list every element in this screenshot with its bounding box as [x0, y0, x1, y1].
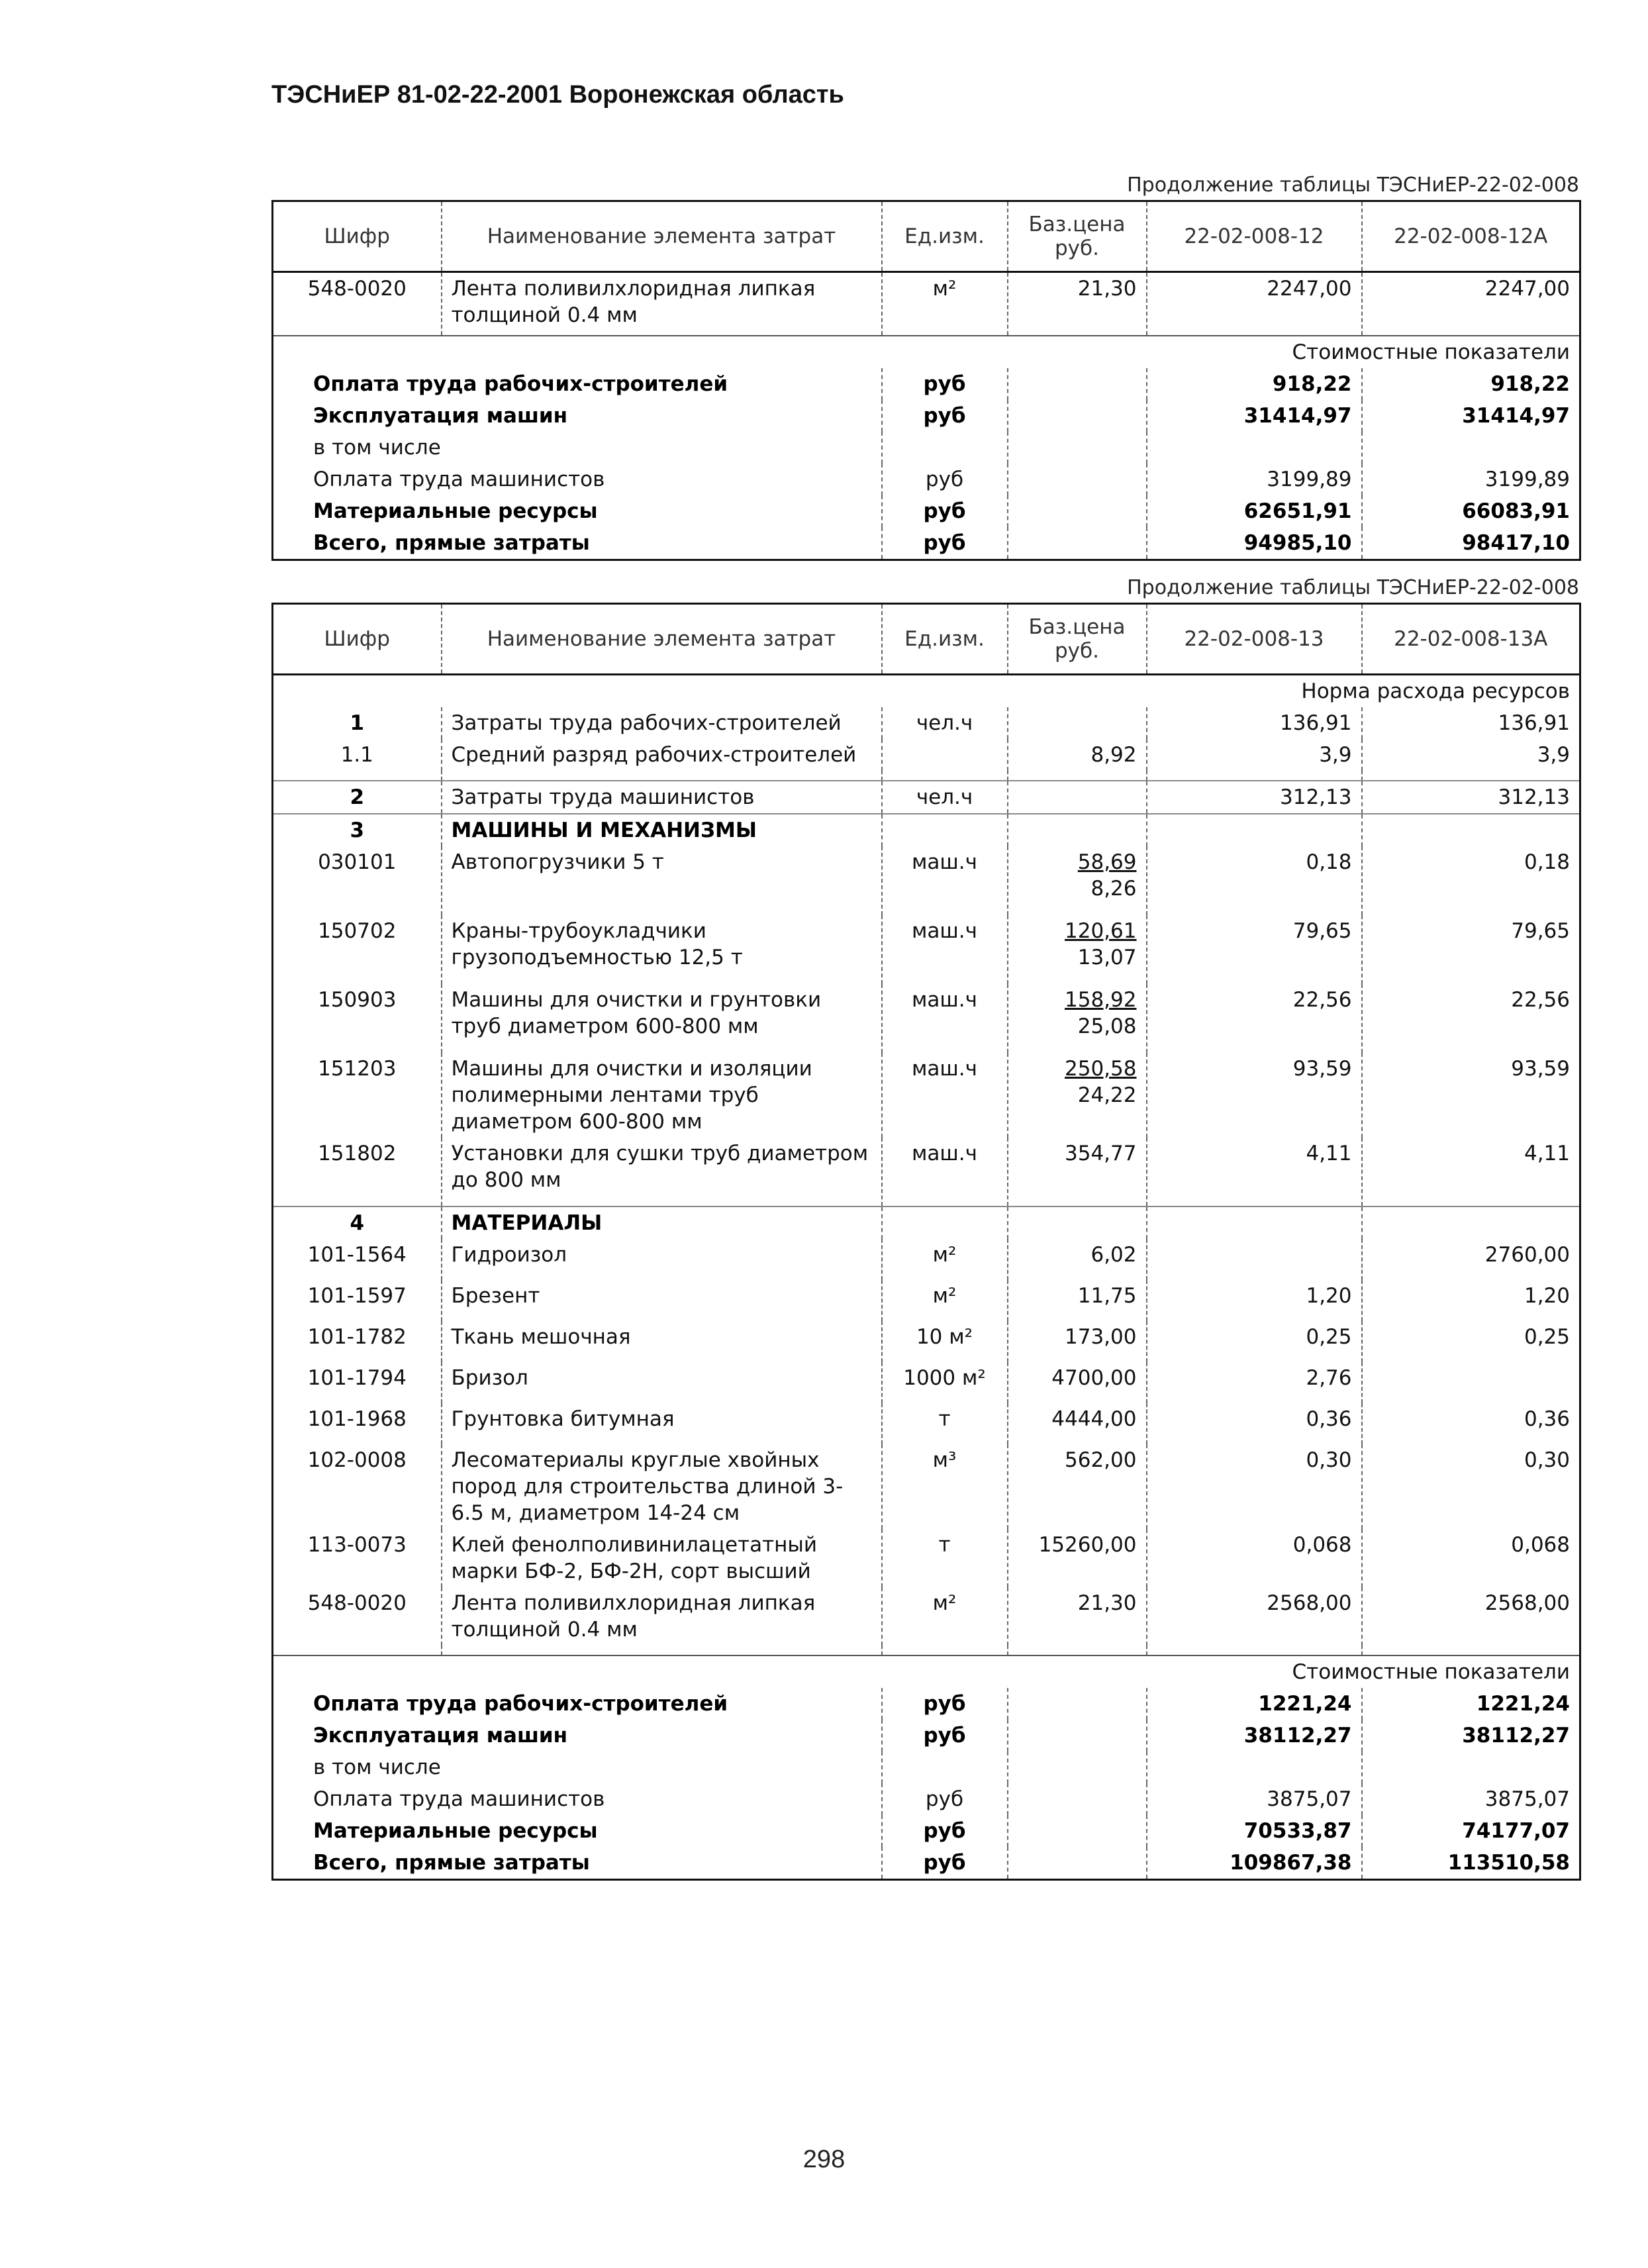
cost-value-b — [1362, 1751, 1580, 1783]
column-header-price: Баз.цена руб. — [1008, 201, 1147, 272]
cost-name: Оплата труда рабочих-строителей — [273, 1688, 882, 1720]
cell-code: 102-0008 — [273, 1444, 442, 1529]
cell-code: 101-1564 — [273, 1239, 442, 1280]
cell-unit: чел.ч — [882, 707, 1008, 739]
price-operator: 24,22 — [1077, 1083, 1137, 1107]
price-operator: 25,08 — [1077, 1014, 1137, 1038]
column-header-norm-b: 22-02-008-13А — [1362, 604, 1580, 675]
table-2-container — [271, 576, 1579, 1881]
cost-row — [273, 368, 1580, 400]
cell-code: 150702 — [273, 915, 442, 984]
cell-value-b: 93,59 — [1362, 1053, 1580, 1138]
cost-unit: руб — [882, 1688, 1008, 1720]
cost-name: Эксплуатация машин — [273, 1720, 882, 1751]
cell-value-b: 312,13 — [1362, 781, 1580, 814]
price-main: 250,58 — [1065, 1057, 1137, 1081]
cost-name: Оплата труда машинистов — [273, 1783, 882, 1815]
table-row — [273, 1321, 1580, 1362]
cell-unit: маш.ч — [882, 984, 1008, 1053]
cell-code: 113-0073 — [273, 1529, 442, 1587]
column-header-unit: Ед.изм. — [882, 604, 1008, 675]
cost-value-b: 1221,24 — [1362, 1688, 1580, 1720]
cell-code: 030101 — [273, 846, 442, 915]
cost-name: в том числе — [273, 1751, 882, 1783]
cost-row — [273, 1847, 1580, 1880]
cost-value-a: 62651,91 — [1147, 495, 1362, 527]
cell-name: Автопогрузчики 5 т — [442, 846, 882, 915]
column-header-norm-a: 22-02-008-13 — [1147, 604, 1362, 675]
column-header-name: Наименование элемента затрат — [442, 604, 882, 675]
cell-name: Лента поливилхлоридная липкая толщиной 0.4 мм — [442, 272, 882, 336]
cost-empty — [1008, 495, 1147, 527]
cell-price — [1008, 1053, 1147, 1138]
cell-value-b: 4,11 — [1362, 1138, 1580, 1207]
cost-value-a: 1221,24 — [1147, 1688, 1362, 1720]
table-2-labor — [273, 707, 1580, 814]
cell-unit: чел.ч — [882, 781, 1008, 814]
cell-name: Установки для сушки труб диаметром до 800 мм — [442, 1138, 882, 1207]
cell-value-a: 312,13 — [1147, 781, 1362, 814]
cell-value-a: 2,76 — [1147, 1362, 1362, 1403]
price-operator: 13,07 — [1077, 946, 1137, 969]
cell-price — [1008, 984, 1147, 1053]
cell-name: Грунтовка битумная — [442, 1403, 882, 1444]
column-header-unit: Ед.изм. — [882, 201, 1008, 272]
table-row — [273, 1403, 1580, 1444]
table-row — [273, 1362, 1580, 1403]
cost-table-1 — [271, 200, 1581, 561]
cell-price — [1008, 846, 1147, 915]
table-row — [273, 984, 1580, 1053]
section-title-machines: МАШИНЫ И МЕХАНИЗМЫ — [442, 814, 882, 846]
cell-value-a — [1147, 1239, 1362, 1280]
cell-value-b: 3,9 — [1362, 739, 1580, 771]
cell-value-a: 4,11 — [1147, 1138, 1362, 1207]
cost-name: Материальные ресурсы — [273, 1815, 882, 1847]
cell-price: 21,30 — [1008, 272, 1147, 336]
table-row — [273, 1138, 1580, 1207]
section-code: 3 — [273, 814, 442, 846]
cell-name: Брезент — [442, 1280, 882, 1321]
cell-value-b — [1362, 1362, 1580, 1403]
cell-name: Затраты труда машинистов — [442, 781, 882, 814]
cell-price: 8,92 — [1008, 739, 1147, 771]
cost-empty — [1008, 1720, 1147, 1751]
cell-unit: маш.ч — [882, 1053, 1008, 1138]
cost-empty — [1008, 1847, 1147, 1880]
cost-value-a: 94985,10 — [1147, 527, 1362, 560]
table-1-container — [271, 173, 1579, 561]
table-row — [273, 1280, 1580, 1321]
table-1-body — [273, 272, 1580, 368]
price-main: 120,61 — [1065, 919, 1137, 943]
table-2-machines — [273, 846, 1580, 1207]
cost-empty — [1008, 464, 1147, 495]
table-1-caption: Продолжение таблицы ТЭСНиЕР-22-02-008 — [1127, 173, 1579, 197]
cell-price — [1008, 707, 1147, 739]
cost-empty — [1008, 368, 1147, 400]
table-row — [273, 739, 1580, 771]
table-row — [273, 1529, 1580, 1587]
section-title-costs: Стоимостные показатели — [273, 1655, 1580, 1688]
cost-table-2 — [271, 603, 1581, 1881]
cell-unit: 1000 м² — [882, 1362, 1008, 1403]
cost-empty — [1008, 1783, 1147, 1815]
cell-unit: м² — [882, 1587, 1008, 1646]
cell-value-a: 0,25 — [1147, 1321, 1362, 1362]
table-1-costs — [273, 368, 1580, 560]
cell-name: Ткань мешочная — [442, 1321, 882, 1362]
cost-unit: руб — [882, 368, 1008, 400]
cost-row — [273, 527, 1580, 560]
cost-row — [273, 1815, 1580, 1847]
cell-value-a: 93,59 — [1147, 1053, 1362, 1138]
cell-unit — [882, 739, 1008, 771]
cost-value-a: 3199,89 — [1147, 464, 1362, 495]
cell-name: Лесоматериалы круглые хвойных пород для строительства длиной 3-6.5 м, диаметром 14-24 см — [442, 1444, 882, 1529]
cost-unit: руб — [882, 495, 1008, 527]
table-row — [273, 1239, 1580, 1280]
cell-price: 21,30 — [1008, 1587, 1147, 1646]
cell-unit: маш.ч — [882, 1138, 1008, 1207]
document-header: ТЭСНиЕР 81-02-22-2001 Воронежская область — [271, 81, 844, 109]
cell-code: 151802 — [273, 1138, 442, 1207]
cell-value-a: 2568,00 — [1147, 1587, 1362, 1646]
cell-value-b: 0,30 — [1362, 1444, 1580, 1529]
table-row — [273, 781, 1580, 814]
cell-value-b: 1,20 — [1362, 1280, 1580, 1321]
table-row — [273, 1587, 1580, 1646]
cell-unit: м² — [882, 1280, 1008, 1321]
cell-value-a: 0,36 — [1147, 1403, 1362, 1444]
cost-empty — [1008, 1751, 1147, 1783]
cell-value-b: 79,65 — [1362, 915, 1580, 984]
column-header-name: Наименование элемента затрат — [442, 201, 882, 272]
cell-value-b: 0,25 — [1362, 1321, 1580, 1362]
cell-price — [1008, 781, 1147, 814]
cost-value-b: 3875,07 — [1362, 1783, 1580, 1815]
page-number: 298 — [802, 2145, 846, 2173]
column-header-code: Шифр — [273, 604, 442, 675]
cost-empty — [1008, 527, 1147, 560]
cost-value-b: 74177,07 — [1362, 1815, 1580, 1847]
cell-value-a: 0,18 — [1147, 846, 1362, 915]
cell-price: 4444,00 — [1008, 1403, 1147, 1444]
cell-code: 2 — [273, 781, 442, 814]
cost-empty — [1008, 1688, 1147, 1720]
cell-value-a: 3,9 — [1147, 739, 1362, 771]
cell-price — [1008, 915, 1147, 984]
cell-value-a: 79,65 — [1147, 915, 1362, 984]
cost-value-a: 109867,38 — [1147, 1847, 1362, 1880]
cell-unit: м³ — [882, 1444, 1008, 1529]
cell-name: Машины для очистки и грунтовки труб диаметром 600-800 мм — [442, 984, 882, 1053]
price-main: 58,69 — [1077, 850, 1137, 874]
section-code: 4 — [273, 1207, 442, 1239]
cost-value-b: 113510,58 — [1362, 1847, 1580, 1880]
cost-unit: руб — [882, 464, 1008, 495]
cost-empty — [1008, 1815, 1147, 1847]
cell-value-a: 22,56 — [1147, 984, 1362, 1053]
cell-value-a: 136,91 — [1147, 707, 1362, 739]
cell-unit: м² — [882, 1239, 1008, 1280]
cost-value-b: 98417,10 — [1362, 527, 1580, 560]
column-header-norm-b: 22-02-008-12А — [1362, 201, 1580, 272]
cell-price: 6,02 — [1008, 1239, 1147, 1280]
cost-empty — [1008, 400, 1147, 432]
cell-value-a: 1,20 — [1147, 1280, 1362, 1321]
cost-row — [273, 464, 1580, 495]
cell-value-a: 0,30 — [1147, 1444, 1362, 1529]
cell-name: Клей фенолполивинилацетатный марки БФ-2, БФ-2Н, сорт высший — [442, 1529, 882, 1587]
cell-value-a: 0,068 — [1147, 1529, 1362, 1587]
table-row — [273, 272, 1580, 336]
cost-unit: руб — [882, 400, 1008, 432]
cost-row — [273, 432, 1580, 464]
cost-unit — [882, 1751, 1008, 1783]
cell-name: Затраты труда рабочих-строителей — [442, 707, 882, 739]
cost-value-a — [1147, 432, 1362, 464]
cost-name: Всего, прямые затраты — [273, 527, 882, 560]
cell-code: 101-1968 — [273, 1403, 442, 1444]
cost-unit — [882, 432, 1008, 464]
price-main: 158,92 — [1065, 988, 1137, 1012]
cell-name: Гидроизол — [442, 1239, 882, 1280]
cell-unit: маш.ч — [882, 846, 1008, 915]
table-row — [273, 846, 1580, 915]
cell-code: 101-1782 — [273, 1321, 442, 1362]
cell-code: 1.1 — [273, 739, 442, 771]
cell-value-b: 0,18 — [1362, 846, 1580, 915]
cost-name: Оплата труда машинистов — [273, 464, 882, 495]
column-header-price: Баз.цена руб. — [1008, 604, 1147, 675]
cell-code: 150903 — [273, 984, 442, 1053]
section-title-norms: Норма расхода ресурсов — [273, 675, 1580, 708]
cell-name: Средний разряд рабочих-строителей — [442, 739, 882, 771]
cost-row — [273, 1751, 1580, 1783]
cell-name: Машины для очистки и изоляции полимерными лентами труб диаметром 600-800 мм — [442, 1053, 882, 1138]
cell-value-b: 136,91 — [1362, 707, 1580, 739]
table-row — [273, 915, 1580, 984]
cost-row — [273, 1688, 1580, 1720]
cost-value-b: 66083,91 — [1362, 495, 1580, 527]
cell-price: 562,00 — [1008, 1444, 1147, 1529]
table-2-caption: Продолжение таблицы ТЭСНиЕР-22-02-008 — [1127, 576, 1579, 599]
cell-name: Лента поливилхлоридная липкая толщиной 0.4 мм — [442, 1587, 882, 1646]
cell-price — [1008, 1138, 1147, 1207]
cell-price: 11,75 — [1008, 1280, 1147, 1321]
cost-unit: руб — [882, 1720, 1008, 1751]
section-title-materials: МАТЕРИАЛЫ — [442, 1207, 882, 1239]
table-2-costs — [273, 1688, 1580, 1880]
cell-code: 1 — [273, 707, 442, 739]
cost-value-a: 31414,97 — [1147, 400, 1362, 432]
section-title-costs: Стоимостные показатели — [273, 336, 1580, 368]
cell-unit: м² — [882, 272, 1008, 336]
cost-value-b: 31414,97 — [1362, 400, 1580, 432]
cost-name: Эксплуатация машин — [273, 400, 882, 432]
cost-name: Всего, прямые затраты — [273, 1847, 882, 1880]
cell-code: 101-1597 — [273, 1280, 442, 1321]
cost-value-a: 38112,27 — [1147, 1720, 1362, 1751]
cost-name: Оплата труда рабочих-строителей — [273, 368, 882, 400]
cell-unit: т — [882, 1403, 1008, 1444]
cell-code: 548-0020 — [273, 272, 442, 336]
cost-name: Материальные ресурсы — [273, 495, 882, 527]
cell-unit: т — [882, 1529, 1008, 1587]
cell-unit: 10 м² — [882, 1321, 1008, 1362]
cell-value-a: 2247,00 — [1147, 272, 1362, 336]
table-row — [273, 1444, 1580, 1529]
table-2-materials — [273, 1239, 1580, 1646]
cost-row — [273, 400, 1580, 432]
cell-value-b: 2568,00 — [1362, 1587, 1580, 1646]
cell-code: 101-1794 — [273, 1362, 442, 1403]
cost-value-a: 70533,87 — [1147, 1815, 1362, 1847]
cost-unit: руб — [882, 1815, 1008, 1847]
cost-value-b: 3199,89 — [1362, 464, 1580, 495]
cell-price: 15260,00 — [1008, 1529, 1147, 1587]
cost-name: в том числе — [273, 432, 882, 464]
cell-value-b: 0,36 — [1362, 1403, 1580, 1444]
cost-value-a: 918,22 — [1147, 368, 1362, 400]
cost-empty — [1008, 432, 1147, 464]
cost-row — [273, 495, 1580, 527]
cost-row — [273, 1720, 1580, 1751]
cost-unit: руб — [882, 1783, 1008, 1815]
column-header-code: Шифр — [273, 201, 442, 272]
cost-value-b: 38112,27 — [1362, 1720, 1580, 1751]
cell-price: 173,00 — [1008, 1321, 1147, 1362]
cost-value-a: 3875,07 — [1147, 1783, 1362, 1815]
cell-name: Краны-трубоукладчики грузоподъемностью 12,5 т — [442, 915, 882, 984]
cell-name: Бризол — [442, 1362, 882, 1403]
column-header-norm-a: 22-02-008-12 — [1147, 201, 1362, 272]
cost-value-b: 918,22 — [1362, 368, 1580, 400]
cell-code: 151203 — [273, 1053, 442, 1138]
cell-code: 548-0020 — [273, 1587, 442, 1646]
cost-value-b — [1362, 432, 1580, 464]
cell-price: 4700,00 — [1008, 1362, 1147, 1403]
cost-row — [273, 1783, 1580, 1815]
cell-unit: маш.ч — [882, 915, 1008, 984]
cell-value-b: 22,56 — [1362, 984, 1580, 1053]
cost-unit: руб — [882, 1847, 1008, 1880]
cell-value-b: 0,068 — [1362, 1529, 1580, 1587]
cell-value-b: 2247,00 — [1362, 272, 1580, 336]
cell-value-b: 2760,00 — [1362, 1239, 1580, 1280]
table-row — [273, 1053, 1580, 1138]
cost-unit: руб — [882, 527, 1008, 560]
price-operator: 8,26 — [1091, 877, 1137, 901]
cost-value-a — [1147, 1751, 1362, 1783]
table-row — [273, 707, 1580, 739]
price-main: 354,77 — [1065, 1142, 1137, 1165]
